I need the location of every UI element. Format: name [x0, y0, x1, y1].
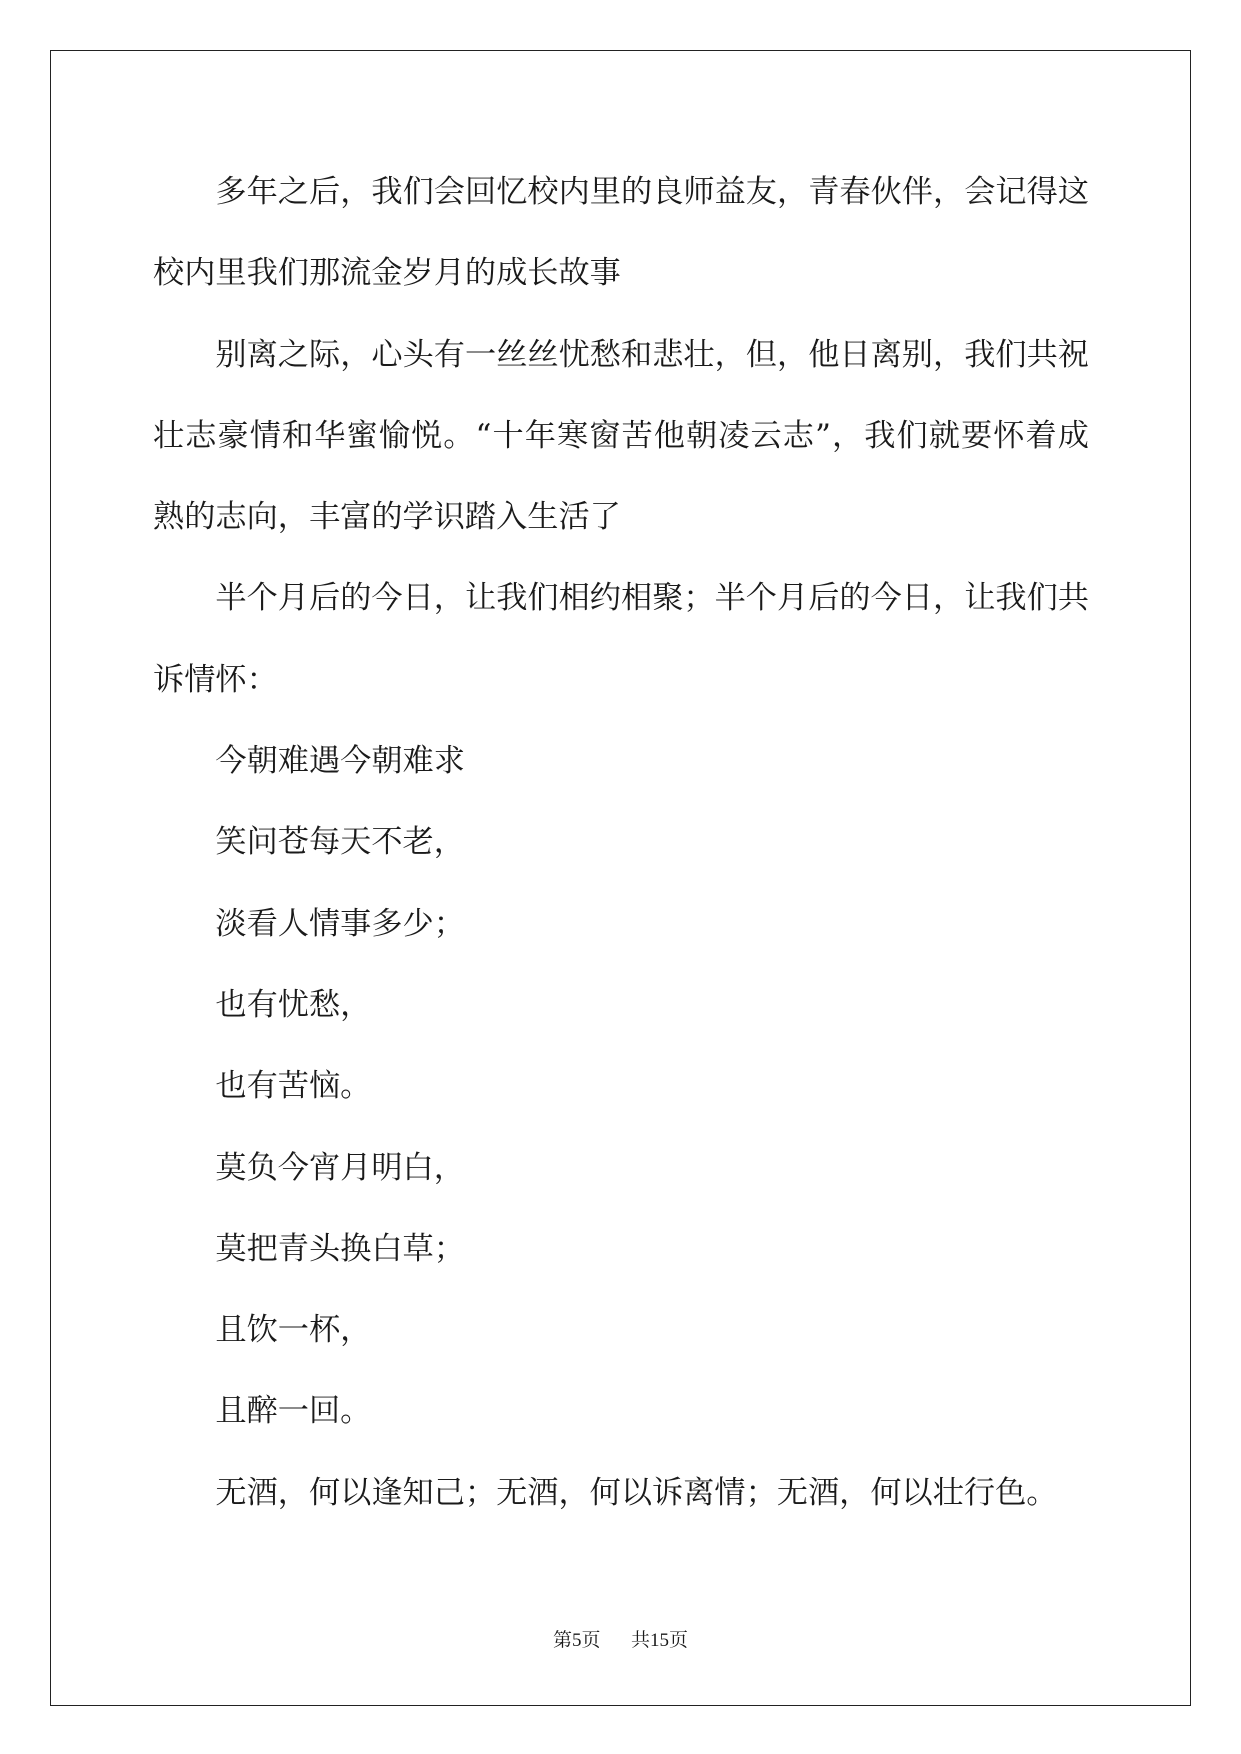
poem-line: 也有苦恼。	[215, 1068, 372, 1105]
page-footer	[0, 1628, 1241, 1654]
poem-line: 笑问苍每天不老，	[215, 824, 465, 861]
body-paragraph: 别离之际，心头有一丝丝忧愁和悲壮，但，他日离别，我们共祝壮志豪情和华蜜愉悦。“十年寒窗苦他朝凌云志”，我们就要怀着成熟的志向，丰富的学识踏入生活了	[153, 336, 1089, 536]
document-body	[153, 152, 1089, 1534]
body-paragraph: 无酒，何以逢知己；无酒，何以诉离情；无酒，何以壮行色。	[215, 1474, 1058, 1511]
page-total: 共15页	[630, 1630, 688, 1651]
poem-line: 今朝难遇今朝难求	[215, 743, 465, 780]
poem-line: 且醉一回。	[215, 1393, 372, 1430]
poem-line: 莫负今宵月明白，	[215, 1149, 465, 1186]
poem-line: 也有忧愁，	[215, 986, 372, 1023]
poem-line: 且饮一杯，	[215, 1312, 372, 1349]
body-paragraph: 半个月后的今日，让我们相约相聚；半个月后的今日，让我们共诉情怀：	[153, 580, 1089, 698]
page-number: 第5页	[553, 1630, 601, 1651]
poem-line: 淡看人情事多少；	[215, 905, 465, 942]
body-paragraph: 多年之后，我们会回忆校内里的良师益友，青春伙伴，会记得这校内里我们那流金岁月的成长故事	[153, 174, 1089, 292]
poem-line: 莫把青头换白草；	[215, 1230, 465, 1267]
